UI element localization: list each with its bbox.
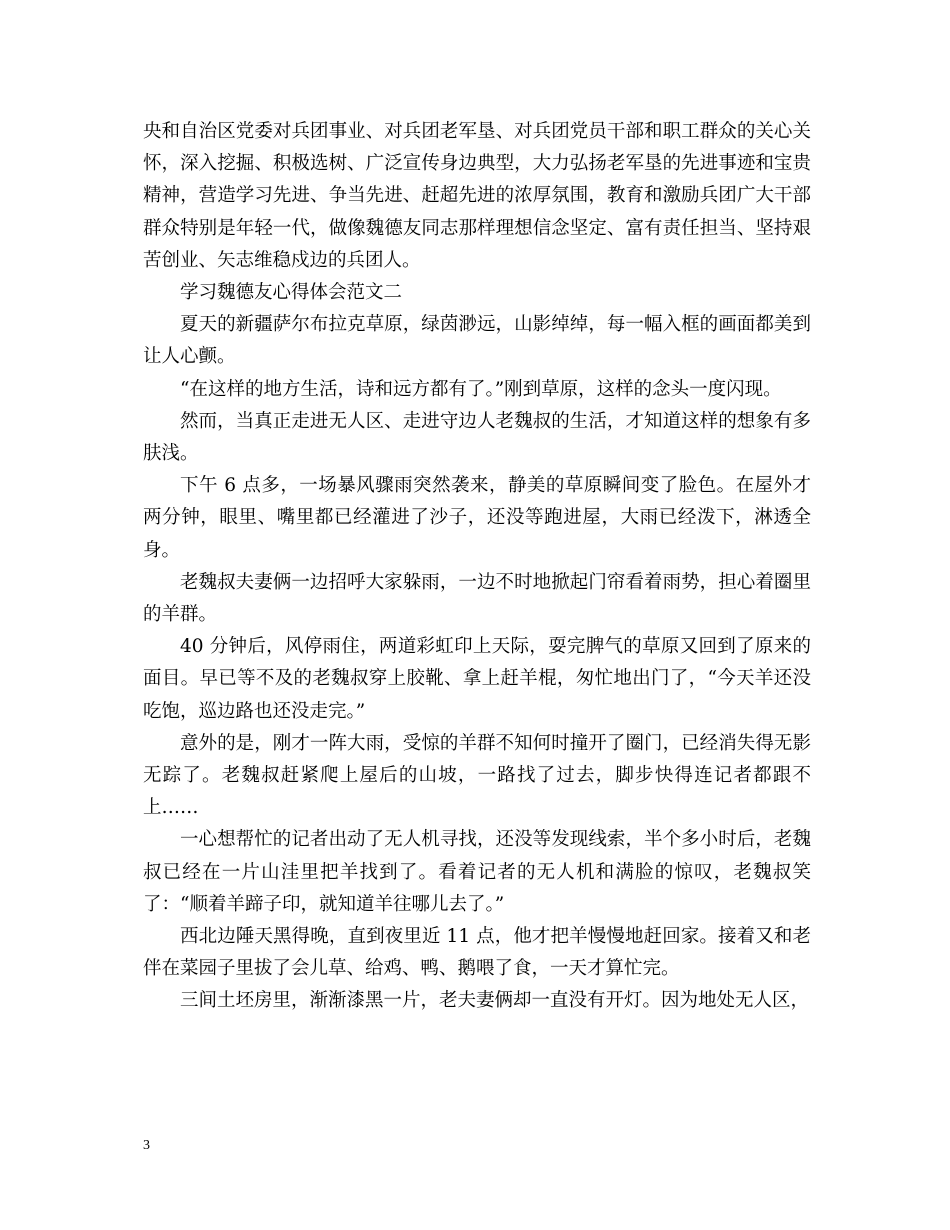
paragraph: 三间土坯房里，渐渐漆黑一片，老夫妻俩却一直没有开灯。因为地处无人区， [180,990,810,1012]
paragraph: 一心想帮忙的记者出动了无人机寻找，还没等发现线索，半个多小时后，老魏叔已经在一片山洼里把羊找到了。看着记者的无人机和满脸的惊叹，老魏叔笑了：“顺着羊蹄子印，就知道羊往哪儿去了。” [143,829,811,915]
paragraph: 然而，当真正走进无人区、走进守边人老魏叔的生活，才知道这样的想象有多肤浅。 [143,410,811,465]
paragraph: “在这样的地方生活，诗和远方都有了。”刚到草原，这样的念头一度闪现。 [180,378,782,400]
section-heading: 学习魏德友心得体会范文二 [180,282,403,304]
paragraph-continuation: 央和自治区党委对兵团事业、对兵团老军垦、对兵团党员干部和职工群众的关心关怀，深入挖掘、积极选树、广泛宣传身边典型，大力弘扬老军垦的先进事迹和宝贵精神，营造学习先进、争当先进、赶超先进的浓厚氛围，教育和激励兵团广大干部群众特别是年轻一代，做像魏德友同志那样理想信念坚定、富有责任担当、坚持艰苦创业、矢志维稳戍边的兵团人。 [143,121,811,271]
paragraph: 夏天的新疆萨尔布拉克草原，绿茵渺远，山影绰绰，每一幅入框的画面都美到让人心颤。 [143,314,811,368]
paragraph: 意外的是，刚才一阵大雨，受惊的羊群不知何时撞开了圈门，已经消失得无影无踪了。老魏叔赶紧爬上屋后的山坡，一路找了过去，脚步快得连记者都跟不上…… [143,732,811,819]
paragraph: 西北边陲天黑得晚，直到夜里近 11 点，他才把羊慢慢地赶回家。接着又和老伴在菜园子里拔了会儿草、给鸡、鸭、鹅喂了食，一天才算忙完。 [143,926,811,980]
paragraph: 下午 6 点多，一场暴风骤雨突然袭来，静美的草原瞬间变了脸色。在屋外才两分钟，眼里、嘴里都已经灌进了沙子，还没等跑进屋，大雨已经泼下，淋透全身。 [143,475,811,561]
paragraph: 老魏叔夫妻俩一边招呼大家躲雨，一边不时地掀起门帘看着雨势，担心着圈里的羊群。 [143,571,811,626]
paragraph: 40 分钟后，风停雨住，两道彩虹印上天际，耍完脾气的草原又回到了原来的面目。早已等不及的老魏叔穿上胶靴、拿上赶羊棍，匆忙地出门了，“今天羊还没吃饱，巡边路也还没走完。” [143,636,811,722]
document-body [143,116,811,1018]
page-number: 3 [143,1138,150,1153]
